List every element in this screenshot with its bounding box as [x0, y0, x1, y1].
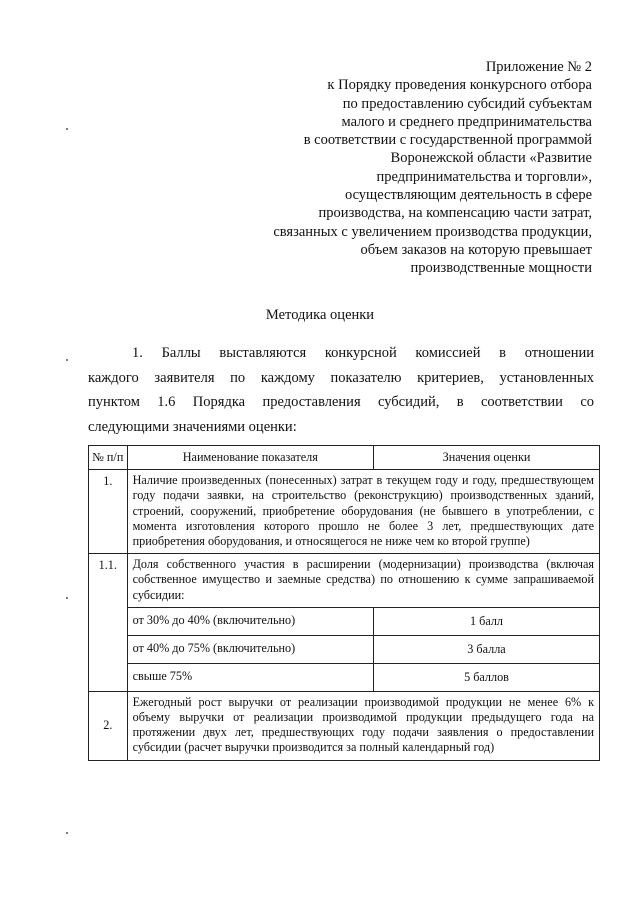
option-score: 3 балла: [374, 635, 600, 663]
scan-speck: [66, 832, 68, 834]
header-line: связанных с увеличением производства продукции,: [273, 223, 592, 240]
table-row: [89, 470, 600, 554]
row-text: Наличие произведенных (понесенных) затрат в текущем году и году, предшествующем году подачи заявки, на строительство (реконструкцию) производственных зданий, строений, сооружений, приобретение оборудования (не бывшего в употреблении, с момента изготовления которого прошло не более 3 лет, предшествующих дате приобретения оборудования, и относящегося не ниже чем ко второй группе): [127, 470, 599, 554]
paragraph-line: каждого заявителя по каждому показателю критериев, установленных: [88, 369, 594, 386]
row-text: Доля собственного участия в расширении (модернизации) производства (включая собственное имущество и заемные средства) по отношению к сумме запрашиваемой субсидии:: [127, 554, 599, 608]
column-header-value: Значения оценки: [374, 446, 600, 470]
header-line: объем заказов на которую превышает: [360, 241, 592, 258]
table-row: [89, 635, 600, 663]
column-header-name: Наименование показателя: [127, 446, 373, 470]
paragraph-line: пунктом 1.6 Порядка предоставления субсидий, в соответствии со: [88, 394, 594, 411]
table-row: [89, 554, 600, 608]
option-label: от 40% до 75% (включительно): [127, 635, 373, 663]
header-line: к Порядку проведения конкурсного отбора: [327, 77, 592, 94]
row-number: 1.: [89, 470, 128, 554]
header-line: осуществляющим деятельность в сфере: [344, 187, 592, 204]
row-number: 1.1.: [89, 554, 128, 692]
table-row: [89, 691, 600, 760]
header-line: по предоставлению субсидий субъектам: [342, 95, 592, 112]
header-line: производственные мощности: [410, 260, 592, 277]
scan-speck: [66, 128, 68, 130]
option-label: свыше 75%: [127, 663, 373, 691]
row-text: Ежегодный рост выручки от реализации производимой продукции не менее 6% к объему выручки от реализации производимой продукции предыдущего года на протяжении двух лет, предшествующих году подачи заявления о предоставлении субсидии (расчет выручки производится за полный календарный год): [127, 691, 599, 760]
header-line: производства, на компенсацию части затрат,: [318, 205, 592, 222]
appendix-header: [273, 58, 592, 278]
criteria-table: [88, 445, 600, 761]
page-title: Методика оценки: [265, 307, 375, 323]
row-number: 2.: [89, 691, 128, 760]
header-line: Воронежской области «Развитие: [390, 150, 592, 167]
option-label: от 30% до 40% (включительно): [127, 607, 373, 635]
header-line: малого и среднего предпринимательства: [341, 113, 592, 130]
option-score: 1 балл: [374, 607, 600, 635]
table-row: [89, 607, 600, 635]
column-header-number: № п/п: [89, 446, 128, 470]
table-header-row: [89, 446, 600, 470]
table-row: [89, 663, 600, 691]
header-line: в соответствии с государственной программой: [303, 132, 592, 149]
scan-speck: [66, 597, 68, 599]
scan-speck: [66, 359, 68, 361]
paragraph-line: 1. Баллы выставляются конкурсной комиссией в отношении: [132, 345, 594, 361]
option-score: 5 баллов: [374, 663, 600, 691]
paragraph-line: следующими значениями оценки:: [88, 419, 297, 436]
intro-paragraph: [88, 341, 594, 440]
header-line: предпринимательства и торговли»,: [376, 168, 592, 185]
header-line: Приложение № 2: [485, 59, 592, 75]
